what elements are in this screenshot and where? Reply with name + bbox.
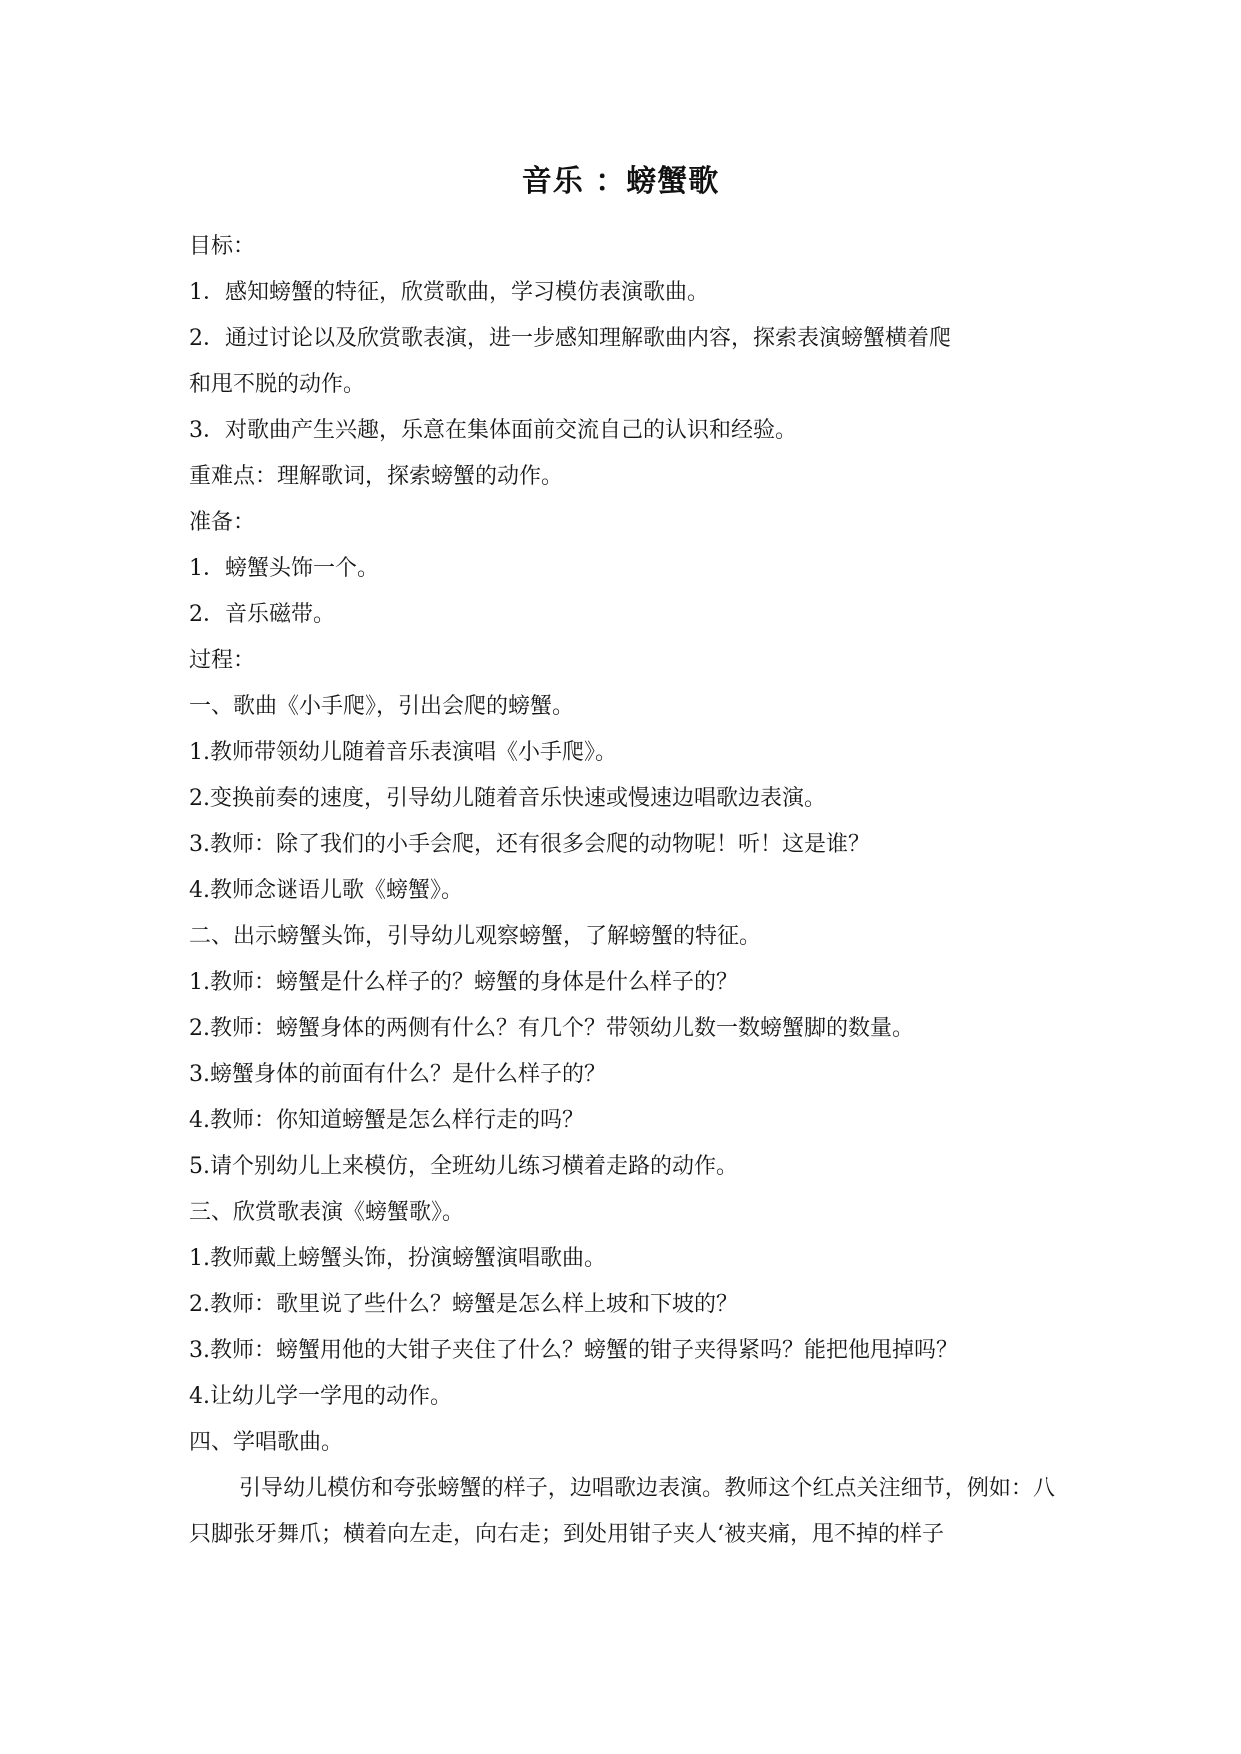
- process-step-3-item-1: 1.教师戴上螃蟹头饰，扮演螃蟹演唱歌曲。: [189, 1246, 606, 1271]
- goal-item-1: 1．感知螃蟹的特征，欣赏歌曲，学习模仿表演歌曲。: [189, 280, 709, 305]
- process-step-4-heading: 四、学唱歌曲。: [189, 1430, 344, 1455]
- process-step-3-item-4: 4.让幼儿学一学甩的动作。: [189, 1384, 452, 1409]
- process-step-3-item-2: 2.教师：歌里说了些什么？螃蟹是怎么样上坡和下坡的？: [189, 1292, 738, 1317]
- key-difficulty: 重难点：理解歌词，探索螃蟹的动作。: [189, 464, 564, 489]
- process-step-2-heading: 二、出示螃蟹头饰，引导幼儿观察螃蟹，了解螃蟹的特征。: [189, 924, 762, 949]
- process-step-1-item-2: 2.变换前奏的速度，引导幼儿随着音乐快速或慢速边唱歌边表演。: [189, 786, 826, 811]
- page-title: 音乐 ：螃蟹歌: [521, 164, 720, 199]
- document-body: [189, 224, 1055, 1558]
- process-step-2-item-3: 3.螃蟹身体的前面有什么？是什么样子的？: [189, 1062, 606, 1087]
- goal-item-2: 2．通过讨论以及欣赏歌表演，进一步感知理解歌曲内容，探索表演螃蟹横着爬: [189, 326, 951, 351]
- process-step-2-item-5: 5.请个别幼儿上来模仿，全班幼儿练习横着走路的动作。: [189, 1154, 738, 1179]
- process-step-1-heading: 一、歌曲《小手爬》，引出会爬的螃蟹。: [189, 694, 575, 719]
- final-paragraph: 引导幼儿模仿和夸张螃蟹的样子，边唱歌边表演。教师这个红点关注细节，例如：八只脚张牙舞爪；横着向左走，向右走；到处用钳子夹人‘被夹痛，甩不掉的样子: [189, 1476, 1055, 1547]
- process-step-2-item-1: 1.教师：螃蟹是什么样子的？螃蟹的身体是什么样子的？: [189, 970, 738, 995]
- process-step-1-item-4: 4.教师念谜语儿歌《螃蟹》。: [189, 878, 463, 903]
- preparation-item-1: 1．螃蟹头饰一个。: [189, 556, 379, 581]
- preparation-item-2: 2．音乐磁带。: [189, 602, 335, 627]
- section-heading-goals: 目标：: [189, 234, 256, 259]
- section-heading-preparation: 准备：: [189, 510, 256, 535]
- process-step-2-item-4: 4.教师：你知道螃蟹是怎么样行走的吗？: [189, 1108, 584, 1133]
- process-step-3-item-3: 3.教师：螃蟹用他的大钳子夹住了什么？螃蟹的钳子夹得紧吗？能把他甩掉吗？: [189, 1338, 958, 1363]
- goal-item-3: 3．对歌曲产生兴趣，乐意在集体面前交流自己的认识和经验。: [189, 418, 797, 443]
- process-step-1-item-3: 3.教师：除了我们的小手会爬，还有很多会爬的动物呢！听！这是谁？: [189, 832, 870, 857]
- goal-item-2-continued: 和甩不脱的动作。: [189, 372, 366, 397]
- process-step-1-item-1: 1.教师带领幼儿随着音乐表演唱《小手爬》。: [189, 740, 617, 765]
- process-step-3-heading: 三、欣赏歌表演《螃蟹歌》。: [189, 1200, 465, 1225]
- process-step-2-item-2: 2.教师：螃蟹身体的两侧有什么？有几个？带领幼儿数一数螃蟹脚的数量。: [189, 1016, 914, 1041]
- section-heading-process: 过程：: [189, 648, 256, 673]
